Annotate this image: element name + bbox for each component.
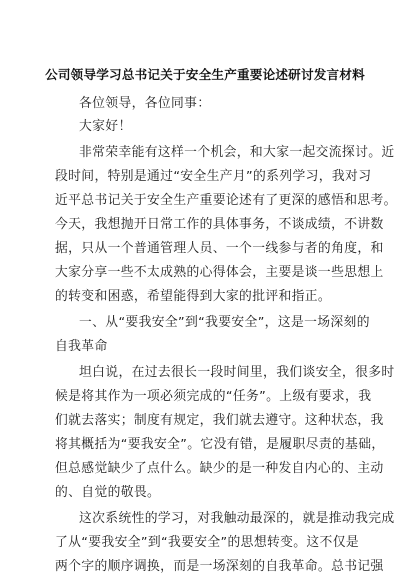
salutation-line: 各位领导，各位同事：	[79, 96, 211, 111]
paragraph-line: 候是将其作为一项必须完成的“任务”。上级有要求，我	[55, 389, 372, 404]
paragraph-line: 这次系统性的学习，对我触动最深的，就是推动我完成	[79, 511, 395, 526]
paragraph-line: 了从“要我安全”到“我要安全”的思想转变。这不仅是	[55, 535, 360, 550]
paragraph-line: 们就去落实；制度有规定，我们就去遵守。这种状态，我	[55, 413, 384, 428]
paragraph-line: 将其概括为“要我安全”。它没有错，是履职尽责的基础，	[55, 437, 385, 452]
section-heading-line: 自我革命	[55, 339, 108, 354]
paragraph-line: 的、自觉的敬畏。	[55, 485, 161, 500]
section-heading-line: 一、从“要我安全”到“我要安全”，这是一场深刻的	[79, 315, 370, 330]
paragraph-line: 据，只从一个普通管理人员、一个一线参与者的角度，和	[55, 241, 384, 256]
document-title: 公司领导学习总书记关于安全生产重要论述研讨发言材料	[45, 67, 365, 82]
paragraph-line: 段时间，特别是通过“安全生产月”的系列学习，我对习	[55, 169, 372, 184]
paragraph-line: 坦白说，在过去很长一段时间里，我们谈安全，很多时	[79, 365, 395, 380]
greeting-line: 大家好！	[79, 119, 132, 134]
paragraph-line: 的转变和困惑，希望能得到大家的批评和指正。	[55, 289, 332, 304]
paragraph-line: 今天，我想抛开日常工作的具体事务，不谈成绩，不讲数	[55, 217, 384, 232]
paragraph-line: 近平总书记关于安全生产重要论述有了更深的感悟和思考。	[55, 193, 397, 208]
paragraph-line: 非常荣幸能有这样一个机会，和大家一起交流探讨。近	[79, 145, 395, 160]
paragraph-line: 两个字的顺序调换，而是一场深刻的自我革命。总书记强	[55, 559, 384, 574]
paragraph-line: 但总感觉缺少了点什么。缺少的是一种发自内心的、主动	[55, 461, 384, 476]
paragraph-line: 大家分享一些不太成熟的心得体会，主要是谈一些思想上	[55, 265, 384, 280]
